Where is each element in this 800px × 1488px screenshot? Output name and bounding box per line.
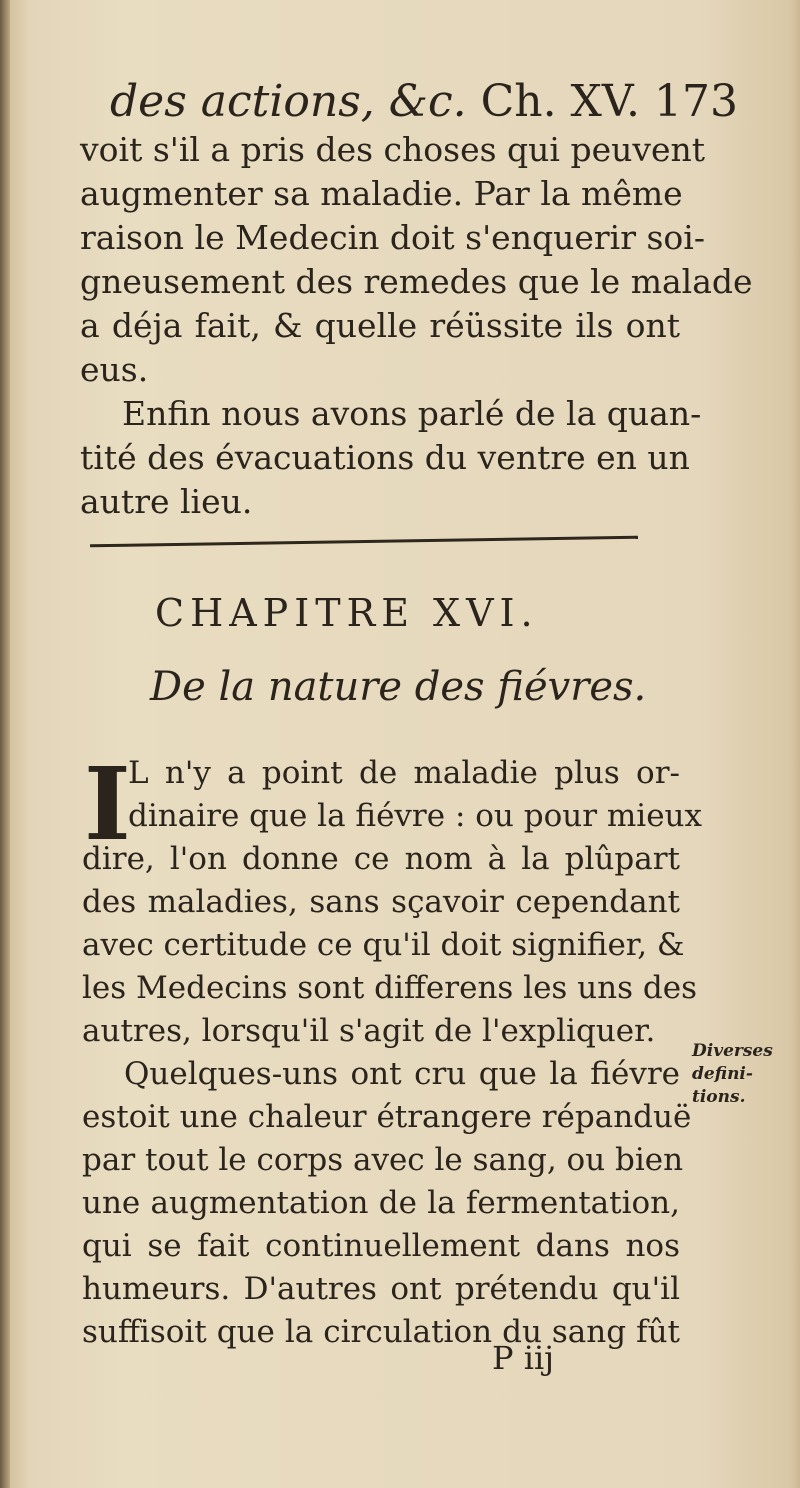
text-line: voit s'il a pris des choses qui peuvent	[80, 130, 706, 169]
chapter-body	[82, 745, 702, 1354]
drop-cap: I	[84, 745, 131, 863]
chapter-subtitle: De la nature des fiévres.	[150, 664, 647, 710]
text-line: Enfin nous avons parlé de la quan-	[122, 394, 702, 433]
marginal-note	[692, 1040, 792, 1109]
text-line: par tout le corps avec le sang, ou bien	[82, 1142, 684, 1178]
text-line: eus.	[80, 350, 149, 389]
text-line: des maladies, sans sçavoir cependant	[82, 884, 680, 920]
text-line: qui se fait continuellement dans nos	[82, 1228, 680, 1264]
text-line: L n'y a point de maladie plus or-	[128, 755, 680, 791]
running-head-chapter: Ch. XV.	[480, 76, 640, 127]
section-divider-rule	[90, 536, 638, 548]
text-line: une augmentation de la fermentation,	[82, 1185, 680, 1221]
signature-mark: P iij	[492, 1339, 555, 1377]
text-line: gneusement des remedes que le malade	[80, 262, 753, 301]
text-line: les Medecins sont differens les uns des	[82, 970, 697, 1006]
text-line: autres, lorsqu'il s'agit de l'expliquer.	[82, 1013, 656, 1049]
text-line: dinaire que la fiévre : ou pour mieux	[128, 798, 702, 834]
running-head-section: des actions, &c.	[110, 76, 467, 127]
text-line: estoit une chaleur étrangere répanduë	[82, 1099, 692, 1135]
text-line: humeurs. D'autres ont prétendu qu'il	[82, 1271, 680, 1307]
text-line: suffisoit que la circulation du sang fût	[82, 1314, 680, 1350]
text-line: avec certitude ce qu'il doit signifier, &	[82, 927, 685, 963]
text-line: a déja fait, & quelle réüssite ils ont	[80, 306, 680, 345]
text-line: Quelques-uns ont cru que la fiévre	[124, 1056, 680, 1092]
running-head-page-number: 173	[653, 76, 738, 127]
text-line: tité des évacuations du ventre en un	[80, 438, 690, 477]
text-line: autre lieu.	[80, 482, 253, 521]
marginal-note-line: tions.	[692, 1087, 746, 1107]
page-gutter-shadow	[0, 0, 10, 1488]
chapter-title: CHAPITRE XVI.	[155, 591, 539, 635]
top-paragraphs	[80, 128, 753, 524]
marginal-note-line: defini-	[692, 1064, 753, 1084]
text-line: dire, l'on donne ce nom à la plûpart	[82, 841, 680, 877]
running-head	[110, 72, 738, 132]
text-line: augmenter sa maladie. Par la même	[80, 174, 683, 213]
text-line: raison le Medecin doit s'enquerir soi-	[80, 218, 705, 257]
marginal-note-line: Diverses	[692, 1041, 773, 1061]
